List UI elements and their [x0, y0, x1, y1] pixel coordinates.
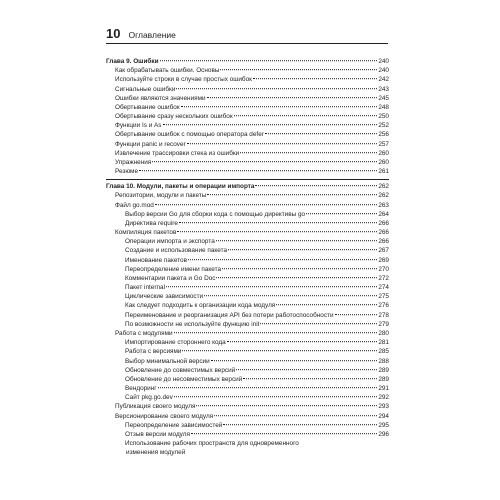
toc-entry[interactable] [106, 210, 389, 219]
toc-entry-page: 288 [378, 357, 389, 365]
toc-entry-title: Глава 10. Модули, пакеты и операции импорта [106, 183, 255, 191]
toc-entry[interactable] [106, 103, 389, 112]
dot-leader [152, 161, 377, 162]
toc-entry-page: 281 [378, 339, 389, 347]
dot-leader [234, 115, 378, 116]
dot-leader [265, 134, 377, 135]
toc-entry-page: 260 [378, 158, 389, 166]
toc-entry-page: 279 [378, 320, 389, 328]
toc-entry[interactable] [106, 191, 389, 200]
toc-entry-page: 266 [378, 219, 389, 227]
table-of-contents [106, 57, 389, 457]
toc-entry-title: Публикация своего модуля [115, 403, 196, 411]
toc-entry-page: 240 [378, 58, 389, 65]
toc-entry-page: 292 [378, 394, 389, 402]
toc-entry[interactable] [106, 85, 389, 94]
toc-entry-page: 285 [378, 348, 389, 356]
dot-leader [243, 378, 377, 379]
dot-leader [222, 268, 377, 269]
toc-entry[interactable] [106, 402, 389, 411]
dot-leader [181, 106, 378, 107]
dot-leader [174, 332, 378, 333]
dot-leader [255, 185, 377, 186]
page-header [106, 26, 176, 40]
toc-entry-title: Ошибки являются значениями [115, 94, 206, 102]
page-number: 10 [106, 26, 121, 41]
toc-entry-title: Файл go.mod [115, 201, 154, 209]
dot-leader [228, 250, 377, 251]
toc-entry-title: Сигнальные ошибки [115, 85, 176, 93]
toc-entry[interactable] [106, 256, 389, 265]
toc-entry-title: Переопределение имени пакета [125, 265, 222, 273]
dot-leader [160, 60, 378, 61]
dot-leader [166, 286, 377, 287]
toc-entry-title: Именование пакетов [125, 256, 187, 264]
toc-entry-title: Резюме [115, 168, 138, 176]
toc-entry[interactable] [106, 421, 389, 430]
toc-entry-title: Глава 9. Ошибки [106, 58, 159, 65]
toc-entry-page: 295 [378, 421, 389, 429]
dot-leader [335, 314, 378, 315]
toc-entry[interactable] [106, 393, 389, 402]
toc-entry[interactable] [106, 201, 389, 210]
toc-entry-title: Репозитории, модули и пакеты [115, 192, 207, 200]
toc-entry[interactable] [106, 246, 389, 255]
toc-entry-title: Функции panic и recover [115, 140, 186, 148]
toc-entry-title: Используйте строки в случае простых ошибок [115, 76, 252, 84]
toc-entry[interactable] [106, 158, 389, 167]
dot-leader [158, 387, 378, 388]
toc-chapter-entry[interactable] [106, 57, 389, 66]
toc-entry[interactable] [106, 66, 389, 75]
toc-entry[interactable] [106, 283, 389, 292]
toc-entry[interactable] [106, 329, 389, 338]
toc-entry[interactable] [106, 149, 389, 158]
dot-leader [236, 369, 377, 370]
toc-entry-title: Обертывание ошибок с помощью оператора defer [115, 131, 264, 139]
toc-entry[interactable] [106, 439, 389, 448]
toc-entry-title: Использование рабочих пространств для одновременного [125, 440, 299, 448]
toc-entry-title: Пакет internal [125, 284, 166, 292]
toc-entry-title: По возможности не используйте функцию init [125, 320, 260, 328]
toc-entry-page: 275 [378, 293, 389, 301]
dot-leader [179, 222, 377, 223]
toc-entry-page: 274 [378, 284, 389, 292]
toc-entry-title: Комментарии пакета и Go Doc [125, 274, 216, 282]
dot-leader [223, 424, 377, 425]
toc-entry-page: 289 [378, 375, 389, 383]
dot-leader [163, 124, 378, 125]
toc-entry-title: Переименование и реорганизация API без потери работоспособности [125, 311, 334, 319]
toc-entry[interactable] [106, 219, 389, 228]
dot-leader [207, 195, 377, 196]
toc-chapter-entry[interactable] [106, 182, 389, 191]
toc-entry-title: Отзыв версии модуля [125, 430, 190, 438]
dot-leader [276, 305, 377, 306]
toc-entry-page: 257 [378, 140, 389, 148]
toc-entry-title: Извлечение трассировки стека из ошибки [115, 149, 240, 157]
dot-leader [176, 88, 377, 89]
toc-entry[interactable] [106, 112, 389, 121]
toc-entry-title: Работа с модулями [115, 329, 173, 337]
toc-entry-page: 260 [378, 149, 389, 157]
toc-entry-page: 266 [378, 229, 389, 237]
toc-entry-page: 280 [378, 329, 389, 337]
toc-entry-page: 264 [378, 210, 389, 218]
dot-leader [214, 415, 377, 416]
toc-entry-title: Как следует подходить к организации кода модуля [125, 302, 276, 310]
dot-leader [207, 97, 378, 98]
toc-entry[interactable] [106, 430, 389, 439]
toc-entry[interactable] [106, 384, 389, 393]
dot-leader [216, 277, 377, 278]
toc-entry[interactable] [106, 375, 389, 384]
toc-entry[interactable] [106, 448, 389, 457]
toc-entry-page: 267 [378, 247, 389, 255]
toc-entry-title: Упражнения [115, 158, 152, 166]
toc-entry-page: 263 [378, 201, 389, 209]
dot-leader [187, 143, 378, 144]
toc-entry-title: Обновление до совместимых версий [125, 366, 236, 374]
toc-entry[interactable] [106, 366, 389, 375]
toc-entry-page: 276 [378, 302, 389, 310]
dot-leader [177, 231, 377, 232]
dot-leader [139, 170, 377, 171]
toc-entry-page: 252 [378, 122, 389, 130]
toc-entry-title: Обертывание сразу нескольких ошибок [115, 113, 233, 121]
toc-entry-title: изменения модулей [126, 449, 186, 457]
dot-leader [196, 406, 377, 407]
toc-entry-title: Создание и использование пакета [125, 247, 227, 255]
toc-entry-page: 242 [378, 76, 389, 84]
section-title: Оглавление [128, 30, 176, 40]
toc-entry-title: Выбор минимальной версии [125, 357, 210, 365]
toc-entry[interactable] [106, 412, 389, 421]
chapter-divider [106, 179, 389, 180]
toc-entry-title: Обновление до несовместимых версий [125, 375, 243, 383]
toc-entry-title: Обертывание ошибок [115, 103, 180, 111]
toc-entry[interactable] [106, 140, 389, 149]
toc-entry[interactable] [106, 94, 389, 103]
toc-entry-page: 289 [378, 366, 389, 374]
header-rule [106, 43, 388, 44]
dot-leader [253, 79, 377, 80]
toc-entry-page: 296 [378, 430, 389, 438]
dot-leader [240, 152, 377, 153]
toc-entry-title: Операции импорта и экспорта [125, 238, 215, 246]
toc-entry-title: Сайт pkg.go.dev [125, 394, 173, 402]
toc-entry-page: 240 [378, 67, 389, 75]
dot-leader [191, 433, 377, 434]
toc-entry-page: 270 [378, 265, 389, 273]
toc-entry-page: 262 [378, 192, 389, 200]
toc-entry-title: Выбор версии Go для сборки кода с помощью директивы go [125, 210, 306, 218]
toc-entry[interactable] [106, 265, 389, 274]
toc-entry-title: Как обрабатывать ошибки. Основы [115, 67, 220, 75]
dot-leader [220, 69, 377, 70]
toc-entry[interactable] [106, 338, 389, 347]
dot-leader [155, 204, 378, 205]
toc-entry-title: Работа с версиями [125, 348, 182, 356]
dot-leader [306, 213, 377, 214]
dot-leader [260, 323, 377, 324]
toc-entry-title: Версионирование своего модуля [115, 412, 214, 420]
toc-entry-page: 293 [378, 403, 389, 411]
toc-entry[interactable] [106, 347, 389, 356]
toc-entry-page: 262 [378, 183, 389, 191]
toc-entry-page: 250 [378, 113, 389, 121]
toc-entry-page: 266 [378, 238, 389, 246]
dot-leader [227, 341, 378, 342]
dot-leader [188, 259, 377, 260]
dot-leader [174, 396, 378, 397]
toc-entry[interactable] [106, 311, 389, 320]
toc-entry[interactable] [106, 167, 389, 176]
dot-leader [216, 240, 378, 241]
toc-entry[interactable] [106, 121, 389, 130]
toc-entry-title: Директива require [125, 219, 178, 227]
toc-entry-title: Импортирование стороннего кода [125, 339, 226, 347]
toc-entry-page: 272 [378, 274, 389, 282]
toc-entry[interactable] [106, 320, 389, 329]
toc-entry-title: Функции Is и As [115, 122, 162, 130]
toc-entry-page: 256 [378, 131, 389, 139]
toc-entry[interactable] [106, 292, 389, 301]
toc-entry-page: 243 [378, 85, 389, 93]
toc-entry-page: 269 [378, 256, 389, 264]
toc-entry-title: Циклические зависимости [125, 293, 204, 301]
toc-entry-page: 245 [378, 94, 389, 102]
toc-entry-page: 291 [378, 385, 389, 393]
dot-leader [182, 351, 377, 352]
toc-entry[interactable] [106, 228, 389, 237]
dot-leader [211, 360, 378, 361]
dot-leader [204, 295, 377, 296]
toc-entry[interactable] [106, 130, 389, 139]
toc-entry-page: 278 [378, 311, 389, 319]
toc-entry-title: Переопределение зависимостей [125, 421, 223, 429]
toc-entry-page: 248 [378, 103, 389, 111]
toc-entry[interactable] [106, 237, 389, 246]
toc-entry-title: Компиляция пакетов [115, 229, 177, 237]
toc-entry[interactable] [106, 301, 389, 310]
toc-entry[interactable] [106, 75, 389, 84]
toc-entry[interactable] [106, 274, 389, 283]
toc-entry-page: 294 [378, 412, 389, 420]
toc-entry-title: Вендоринг [125, 385, 157, 393]
toc-entry[interactable] [106, 357, 389, 366]
toc-entry-page: 261 [378, 168, 389, 176]
